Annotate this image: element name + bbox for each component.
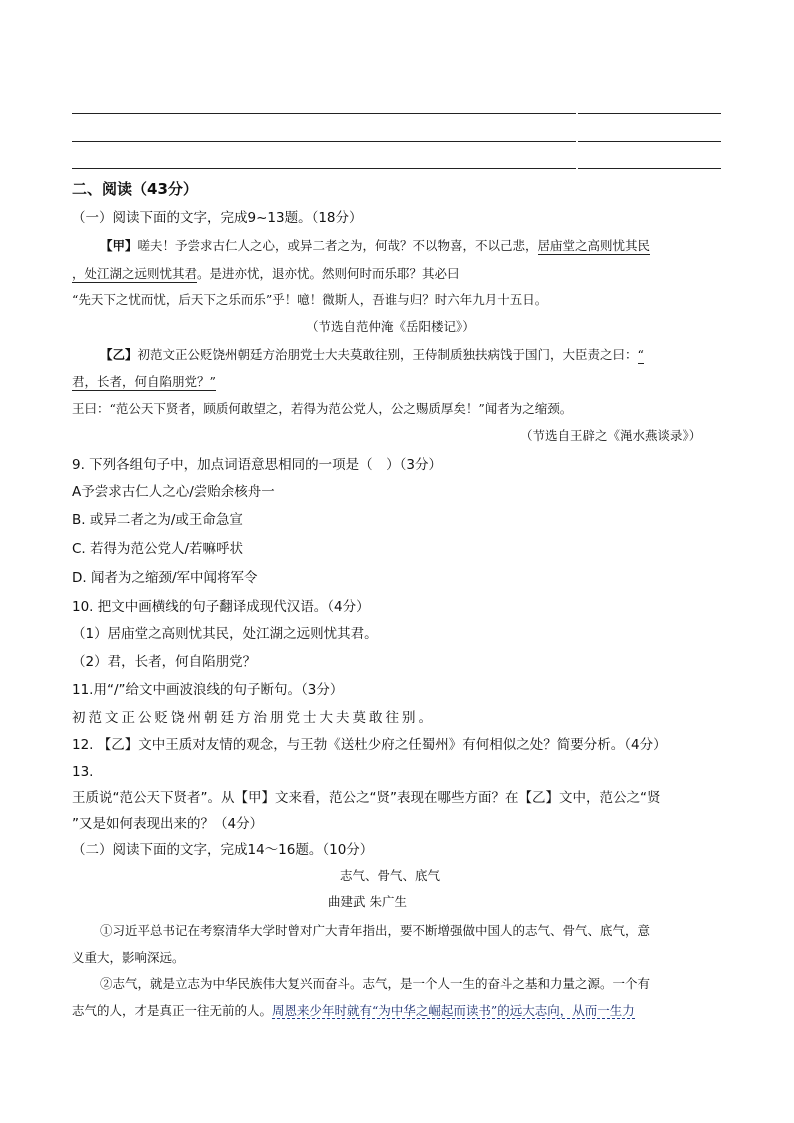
q13-line-2: ”又是如何表现出来的？（4分） bbox=[72, 816, 264, 832]
answer-line bbox=[578, 141, 721, 142]
q10-sentence-1: （1）居庙堂之高则忧其民，处江湖之远则忧其君。 bbox=[72, 626, 378, 642]
q13-number: 13. bbox=[72, 764, 94, 780]
jia-line-2 bbox=[72, 265, 460, 283]
jia-underlined-1: 居庙堂之高则忧其民 bbox=[537, 238, 651, 253]
yi-underlined-2: 君，长者，何自陷朋党？” bbox=[72, 374, 216, 389]
paragraph-2-text: 志气的人，才是真正一往无前的人。 bbox=[72, 1003, 273, 1018]
jia-tag: 【甲】 bbox=[100, 238, 138, 253]
answer-line bbox=[578, 168, 721, 169]
yi-line-3: 王曰：“范公天下贤者，顾质何敢望之，若得为范公党人，公之赐质厚矣！”闻者为之缩颈。 bbox=[72, 401, 573, 416]
q9-option-b: B. 或异二者之为/或王命急宣 bbox=[72, 512, 243, 528]
answer-line bbox=[72, 141, 576, 142]
jia-text-2: 。是进亦忧，退亦忧。然则何时而乐耶？其必曰 bbox=[197, 266, 460, 281]
q12-stem: 12. 【乙】文中王质对友情的观念，与王勃《送杜少府之任蜀州》有何相似之处？简要分析。（4分） bbox=[72, 737, 667, 753]
answer-line bbox=[578, 113, 721, 114]
yi-tag: 【乙】 bbox=[100, 347, 138, 362]
yi-line-1 bbox=[100, 346, 644, 364]
yi-text-1: 初范文正公贬饶州朝廷方治朋党士大夫莫敢往别，王侍制质独扶病饯于国门，大臣责之曰： bbox=[137, 347, 638, 362]
q10-sentence-2: （2）君，长者，何自陷朋党？ bbox=[72, 654, 257, 670]
q11-stem: 11.用“/”给文中画波浪线的句子断句。（3分） bbox=[72, 682, 344, 698]
paragraph-2-wavy-underlined: 周恩来少年时就有“为中华之崛起而读书”的远大志向，从而一生力 bbox=[272, 1003, 635, 1018]
part2-intro: （二）阅读下面的文字，完成14～16题。（10分） bbox=[72, 842, 374, 858]
jia-text-1: 嗟夫！予尝求古仁人之心，或异二者之为，何哉？不以物喜，不以己悲， bbox=[137, 238, 538, 253]
section-title: 二、阅读（43分） bbox=[72, 180, 198, 198]
paragraph-2-line-1: ②志气，就是立志为中华民族伟大复兴而奋斗。志气，是一个人一生的奋斗之基和力量之源。一个有 bbox=[100, 976, 651, 991]
yi-source: （节选自王辟之《渑水燕谈录》） bbox=[520, 428, 702, 443]
q10-stem: 10. 把文中画横线的句子翻译成现代汉语。（4分） bbox=[72, 599, 370, 615]
paragraph-2-line-2 bbox=[72, 1002, 635, 1020]
answer-line bbox=[72, 168, 576, 169]
q9-stem: 9. 下列各组句子中，加点词语意思相同的一项是（ ）（3分） bbox=[72, 457, 443, 473]
q11-text: 初范文正公贬饶州朝廷方治朋党士大夫莫敢往别。 bbox=[72, 710, 435, 726]
paragraph-1-line-1: ①习近平总书记在考察清华大学时曾对广大青年指出，要不断增强做中国人的志气、骨气、底气，意 bbox=[100, 923, 651, 938]
q13-line-1: 王质说“范公天下贤者”。从【甲】文来看，范公之“贤”表现在哪些方面？在【乙】文中，范公之“贤 bbox=[72, 790, 661, 806]
q9-option-a: A予尝求古仁人之心/尝贻余核舟一 bbox=[72, 484, 275, 500]
answer-line bbox=[72, 113, 576, 114]
yi-underlined-1: “ bbox=[637, 347, 644, 362]
q9-option-c: C. 若得为范公党人/若嘛呼状 bbox=[72, 541, 244, 557]
jia-underlined-2: ，处江湖之远则忧其君 bbox=[72, 266, 198, 281]
jia-line-3: “先天下之忧而忧，后天下之乐而乐”乎！噫！微斯人，吾谁与归？时六年九月十五日。 bbox=[72, 292, 548, 307]
article-title: 志气、骨气、底气 bbox=[340, 868, 441, 883]
paragraph-1-line-2: 义重大，影响深远。 bbox=[72, 950, 185, 965]
q9-option-d: D. 闻者为之缩颈/军中闻将军令 bbox=[72, 570, 258, 586]
jia-line-1 bbox=[100, 237, 650, 255]
part1-intro: （一）阅读下面的文字，完成9~13题。（18分） bbox=[72, 210, 363, 226]
yi-line-2 bbox=[72, 373, 216, 391]
article-author: 曲建武 朱广生 bbox=[328, 894, 407, 909]
jia-source: （节选自范仲淹《岳阳楼记》） bbox=[306, 319, 475, 334]
